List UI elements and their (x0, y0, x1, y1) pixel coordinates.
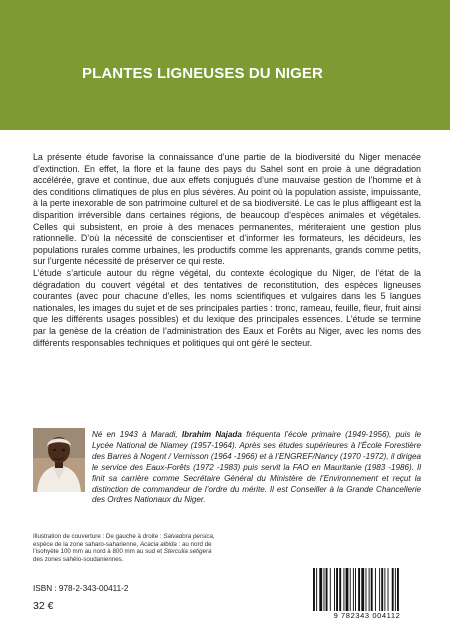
barcode-bar (355, 568, 356, 616)
barcode-bar (379, 568, 380, 616)
credit-species-3: Sterculia setigera (163, 548, 212, 556)
credit-species-2: Acacia albida (139, 540, 177, 548)
author-bio-text (92, 430, 421, 506)
book-description (33, 152, 421, 349)
barcode-bar (343, 568, 344, 616)
author-name: Ibrahim Najada (181, 430, 242, 439)
credit-text-2: : au nord de l’isohyète 100 mm au nord à 800 mm au sud et (33, 540, 212, 556)
barcode-bar (313, 568, 315, 616)
barcode-bar (339, 568, 341, 616)
barcode-bar (395, 568, 396, 616)
author-bio (92, 430, 421, 506)
barcode-bar (371, 568, 373, 616)
barcode-bar (384, 568, 385, 616)
description-paragraph-1: La présente étude favorise la connaissance d’une partie de la biodiversité du Niger menacée d’extinction. En effet, la flore et la faune des pays du Sahel sont en proie à une dégradation accélérée, grave et continue, due aux effets conjugués d’une mauvaise gestion de l’homme et à des conditions climatiques de plus en plus sévères. Au point où la population assiste, impuissante, à la perte inexorable de son patrimoine culturel et de sa biodiversité. Le cas le plus affligeant est la disparition irréversible dans certaines régions, de beaucoup d’espèces animales et végétales. Celles qui subsistent, en proie à des menaces permanentes, mériteraient une gestion plus rationnelle. D’où la nécessité de conscientiser et d’informer les formateurs, les décideurs, les populations rurales comme urbaines, les productifs comme les apprenants, grands comme petits, sur l’urgente nécessité de préserver ce qui reste. (33, 152, 421, 267)
author-portrait (33, 428, 85, 492)
author-portrait-image (33, 428, 85, 492)
barcode-bar (326, 568, 328, 616)
barcode-bar (350, 568, 351, 616)
barcode-bar (361, 568, 364, 616)
barcode-bar (397, 568, 399, 616)
credit-text-3: des zones sahélo-soudaniennes. (33, 555, 124, 563)
barcode-bar (375, 568, 376, 616)
barcode-bar (381, 568, 383, 616)
book-title: PLANTES LIGNEUSES DU NIGER (82, 65, 323, 82)
cover-illustration-credit (33, 533, 223, 563)
barcode-bar (369, 568, 370, 616)
barcode-bar (388, 568, 389, 616)
author-bio-intro: Né en 1943 à Maradi, (92, 430, 182, 439)
barcode-bar (358, 568, 360, 616)
barcode-digits: 9 782343 004112 (311, 611, 423, 620)
barcode-bar (330, 568, 331, 616)
description-paragraph-2: L’étude s’articule autour du règne végétal, du contexte écologique du Niger, de l’état de la dégradation du couvert végétal et des tentatives de reconstitution, des espèces ligneuses courantes (avec pour chacune d’elles, les noms scientifiques et vulgaires dans les 5 langues nationales, les images du sujet et de ses principales parties : tronc, rameau, feuille, fleur, fruit ainsi que les différents usages possibles) et du lexique des principales essences. L’étude se termine par la genèse de la création de l’administration des Eaux et Forêts au Niger, avec les noms des différents responsables techniques et politiques qui ont géré le secteur. (33, 267, 421, 348)
credit-intro: Illustration de couverture : De gauche à droite : (33, 533, 164, 540)
price: 32 € (33, 600, 54, 612)
barcode-bar (366, 568, 367, 616)
credit-text-1: , espèce de la zone saharo-saharienne, (33, 533, 215, 548)
author-bio-career: fréquenta l’école primaire (1949-1956), puis le Lycée National de Niamey (1957-1964). Après ses études supérieures à l’École Forestière des Barres à Nogent / Vernisson (1964 -1966) et à l’ENGREF/Nancy (1970 -1972), il dirigea le service des Eaux-Forêts (1972 -1983) puis servit la FAO en Mauritanie (1983 -1986). Il finit sa carrière comme Secrétaire Général du Ministère de l’Environnement et reçut la distinction de commandeur de l’ordre du mérite. Il est Conseiller à la Grande Chancellerie des Ordres Nationaux du Niger. (92, 430, 422, 505)
barcode-bar (334, 568, 335, 616)
barcode-bar (324, 568, 325, 616)
barcode-bar (392, 568, 394, 616)
barcode-bar (336, 568, 338, 616)
barcode-bar (353, 568, 354, 616)
credit-species-1: Salvadora persica (163, 533, 213, 540)
barcode-bar (316, 568, 317, 616)
barcode-bar (346, 568, 349, 616)
isbn: ISBN : 978-2-343-00411-2 (33, 584, 129, 593)
barcode-bar (319, 568, 322, 616)
